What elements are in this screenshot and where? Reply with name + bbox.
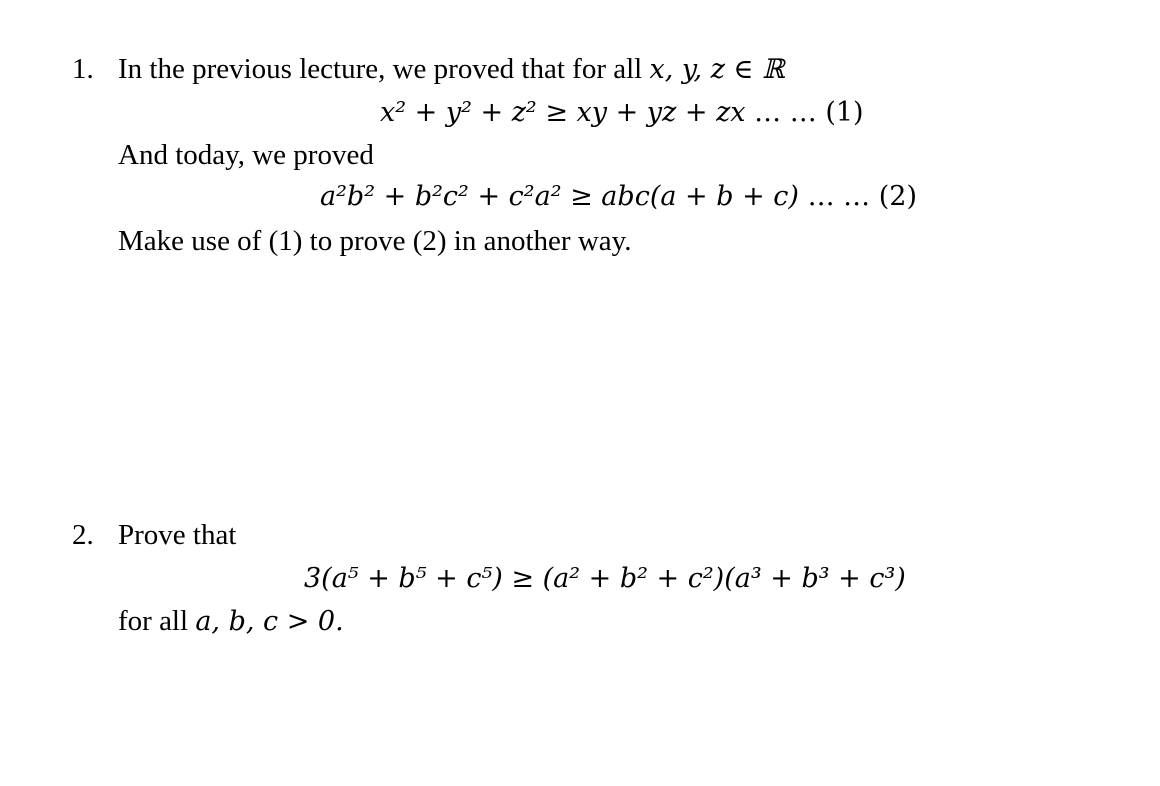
problem-2-closing [118, 604, 344, 639]
equation-1 [380, 96, 864, 130]
equation-1-tag: (1) [825, 97, 864, 128]
problem-2-intro-text: Prove that [118, 519, 237, 551]
problem-1-intro-math: x, y, z ∈ ℝ [649, 54, 785, 85]
equation-3-body: 3(a⁵ + b⁵ + c⁵) ≥ (a² + b² + c²)(a³ + b³ + c³) [304, 563, 906, 594]
problem-1-closing-text: Make use of (1) to prove (2) in another way. [118, 225, 632, 257]
equation-2-body: a²b² + b²c² + c²a² ≥ abc(a + b + c) [320, 181, 799, 212]
problem-2-number: 2. [72, 519, 94, 551]
equation-3 [304, 562, 906, 596]
equation-1-dots: … … [754, 97, 817, 128]
equation-2-dots: … … [807, 181, 871, 212]
equation-1-body: x² + y² + z² ≥ xy + yz + zx [380, 97, 746, 128]
equation-2 [320, 180, 917, 214]
problem-1-middle-text: And today, we proved [118, 139, 374, 171]
problem-2-closing-text: for all [118, 605, 196, 637]
problem-1-intro [118, 52, 785, 87]
equation-2-tag: (2) [878, 181, 917, 212]
problem-1-intro-text: In the previous lecture, we proved that for all [118, 53, 650, 85]
problem-1-number: 1. [72, 53, 94, 85]
problem-2-closing-math: a, b, c > 0. [195, 606, 344, 637]
